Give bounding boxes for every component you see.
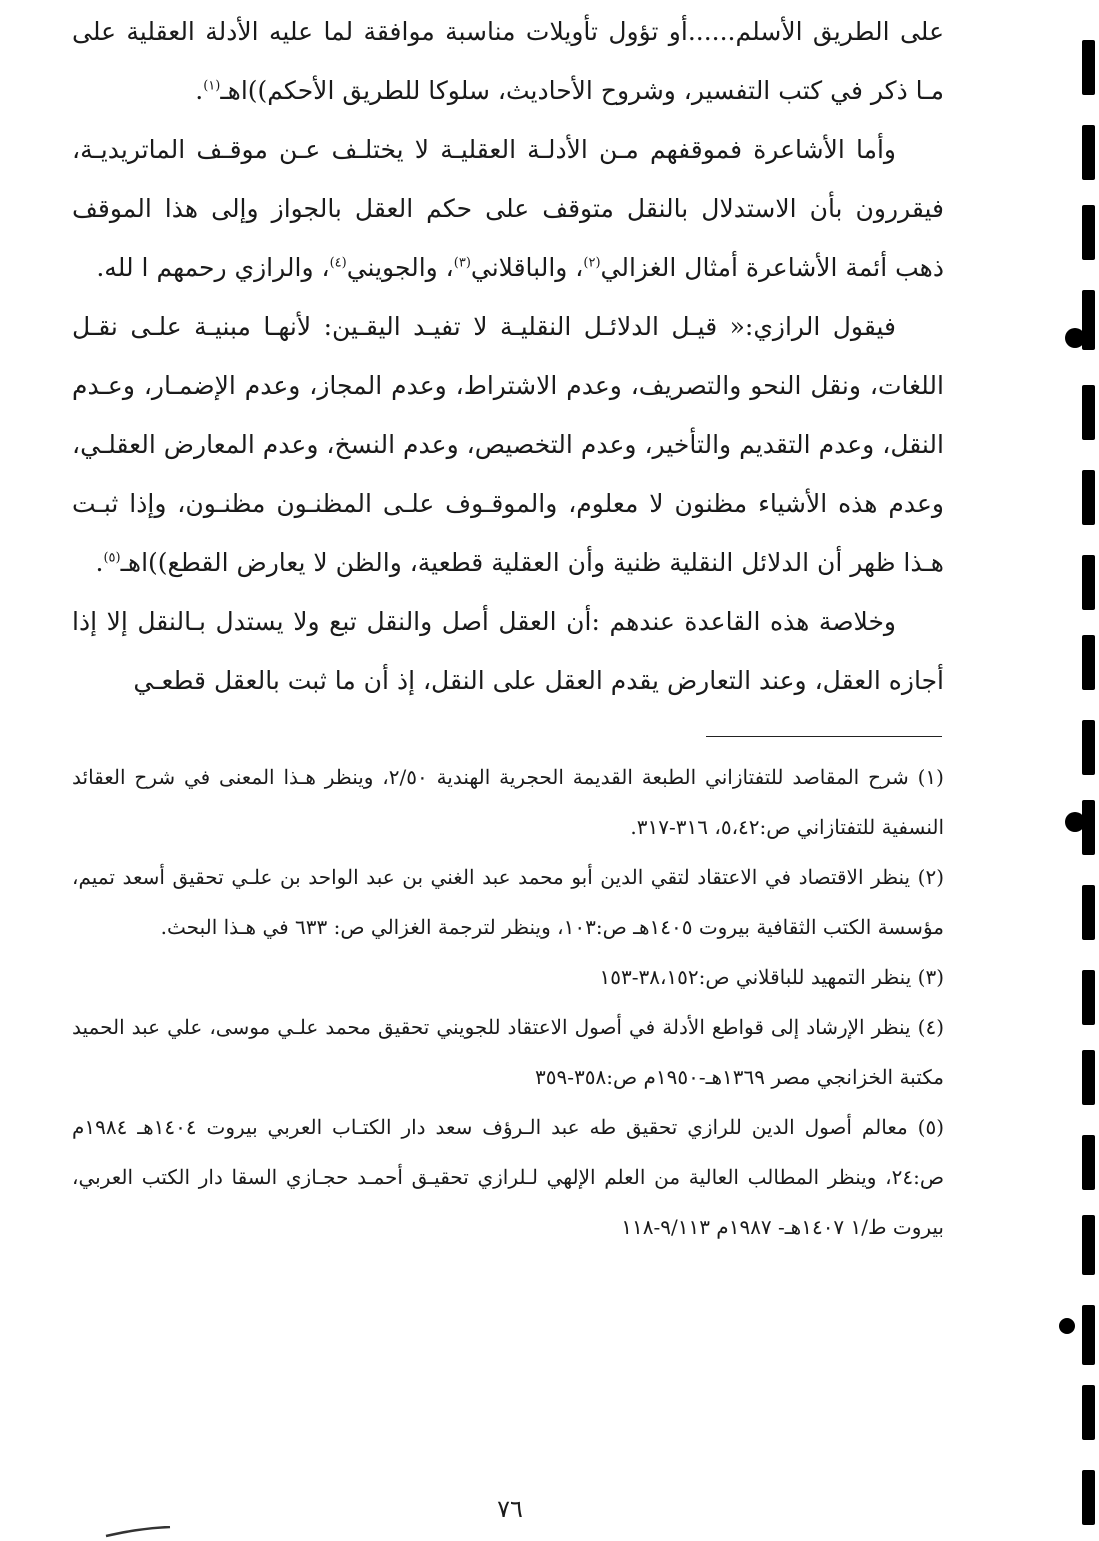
footnote-reference: (٤) bbox=[329, 255, 347, 271]
footnote-1: (١) شرح المقاصد للتفتازاني الطبعة القديمة الحجرية الهندية ٢/٥٠، وينظر هـذا المعنى في شرح العقائد النسفية للتفتازاني ص:٥،٤٢، ٣١٦-٣١٧. bbox=[72, 765, 944, 839]
footnote-2: (٢) ينظر الاقتصاد في الاعتقاد لتقي الدين أبو محمد عبد الغني بن عبد الواحد بن علـي تحقيق أسعد تميم، مؤسسة الكتب الثقافية بيروت ١٤٠٥هـ ص:١٠٣، وينظر لترجمة الغزالي ص: ٦٣٣ في هـذا البحث. bbox=[72, 865, 944, 939]
paragraph-text: ، والباقلاني bbox=[470, 253, 584, 282]
scan-mark bbox=[1082, 1385, 1095, 1440]
body-paragraph bbox=[72, 2, 944, 120]
scan-mark bbox=[1082, 1050, 1095, 1105]
footnote-4: (٤) ينظر الإرشاد إلى قواطع الأدلة في أصول الاعتقاد للجويني تحقيق محمد علـي موسى، علي عبد الحميد مكتبة الخزانجي مصر ١٣٦٩هـ-١٩٥٠م ص:٣٥٨-٣٥٩ bbox=[72, 1015, 944, 1089]
footnote-reference: (١) bbox=[203, 78, 221, 94]
paragraph-text: ، والجويني bbox=[346, 253, 454, 282]
scan-mark bbox=[1082, 1305, 1095, 1365]
scan-mark bbox=[1082, 1470, 1095, 1525]
paragraph-text: ، والرازي رحمهم ا لله. bbox=[96, 253, 330, 282]
main-text bbox=[72, 2, 944, 710]
scan-mark bbox=[1082, 800, 1095, 855]
scan-mark bbox=[1082, 720, 1095, 775]
scan-mark bbox=[1082, 970, 1095, 1025]
body-paragraph bbox=[72, 592, 944, 710]
page-number: ٧٦ bbox=[497, 1495, 523, 1523]
scan-dot bbox=[1065, 328, 1085, 348]
scan-dot bbox=[1065, 812, 1085, 832]
scan-mark bbox=[1082, 470, 1095, 525]
scan-dot bbox=[1059, 1318, 1075, 1334]
paragraph-text: فيقول الرازي:« قيـل الدلائـل النقليـة لا تفيـد اليقـين: لأنهـا مبنيـة علـى نقـل اللغات، ونقل النحو والتصريف، وعدم الاشتراط، وعدم المجاز، وعدم الإضمـار، وعـدم النقل، وعدم التقديم والتأخير، وعدم التخصيص، وعدم النسخ، وعدم المعارض العقلـي، وعدم هذه الأشياء مظنون لا معلوم، والموقـوف علـى المظنـون مظنـون، وإذا ثبـت هـذا ظهر أن الدلائل النقلية ظنية وأن العقلية قطعية، والظن لا يعارض القطع))اهـ bbox=[72, 312, 945, 577]
footnotes-section bbox=[72, 752, 944, 1252]
scan-edge-marks bbox=[1055, 0, 1099, 1541]
paragraph-text: وأما الأشاعرة فموقفهم مـن الأدلـة العقليـة لا يختلـف عـن موقـف الماتريديـة، فيقررون بأن الاستدلال بالنقل متوقف على حكم العقل بالجواز وإلى هذا الموقف ذهب أئمة الأشاعرة أمثال الغزالي bbox=[72, 135, 944, 282]
scan-mark bbox=[1082, 40, 1095, 95]
footnote-separator bbox=[706, 736, 942, 737]
footnote-5: (٥) معالم أصول الدين للرازي تحقيق طه عبد الـرؤف سعد دار الكتـاب العربي بيروت ١٤٠٤هـ ١٩٨٤م ص:٢٤، وينظر المطالب العالية من العلم الإلهي لـلرازي تحقيـق أحمـد حجـازي السقا دار الكتب العربي، بيروت ط/١ ١٤٠٧هـ- ١٩٨٧م ٩/١١٣-١١٨ bbox=[72, 1115, 944, 1239]
paragraph-text: . bbox=[95, 548, 104, 577]
scan-mark bbox=[1082, 635, 1095, 690]
paragraph-text: . bbox=[195, 76, 204, 105]
footnote-reference: (٣) bbox=[453, 255, 471, 271]
footnote-reference: (٢) bbox=[583, 255, 601, 271]
scan-mark bbox=[1082, 385, 1095, 440]
scan-mark bbox=[1082, 205, 1095, 260]
body-paragraph bbox=[72, 297, 944, 592]
body-paragraph bbox=[72, 120, 944, 297]
footnote-3: (٣) ينظر التمهيد للباقلاني ص:٣٨،١٥٢-١٥٣ bbox=[599, 965, 944, 989]
scan-mark bbox=[1082, 1215, 1095, 1275]
scan-mark bbox=[1082, 885, 1095, 940]
scan-mark bbox=[1082, 125, 1095, 180]
paragraph-text: وخلاصة هذه القاعدة عندهم :أن العقل أصل والنقل تبع ولا يستدل بـالنقل إلا إذا أجازه العقل، وعند التعارض يقدم العقل على النقل، إذ أن ما ثبت بالعقل قطعـي bbox=[72, 607, 944, 695]
footnote-reference: (٥) bbox=[103, 550, 121, 566]
scan-smudge bbox=[104, 1526, 174, 1538]
paragraph-text: على الطريق الأسلم......أو تؤول تأويلات مناسبة موافقة لما عليه الأدلة العقلية على مـا ذكر في كتب التفسير، وشروح الأحاديث، سلوكا للطريق الأحكم))اهـ bbox=[72, 17, 944, 105]
scan-mark bbox=[1082, 1135, 1095, 1190]
scan-mark bbox=[1082, 555, 1095, 610]
